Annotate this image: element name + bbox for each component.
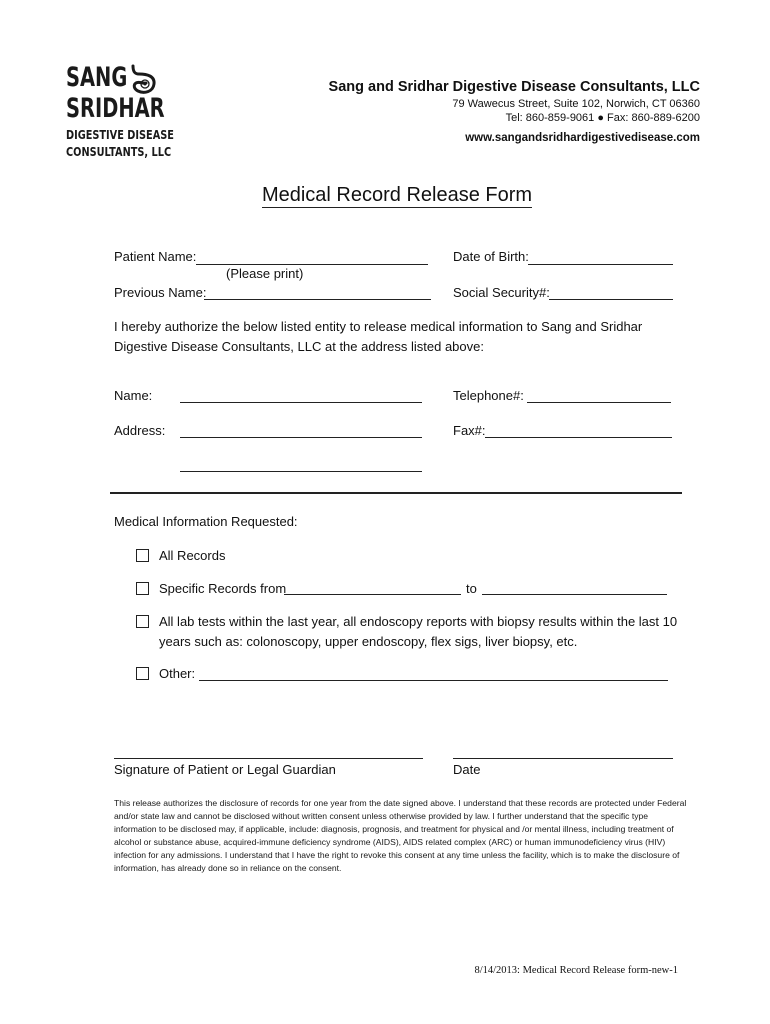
previous-name-label: Previous Name: — [114, 285, 207, 300]
telephone-label: Telephone#: — [453, 388, 524, 403]
company-phone-fax: Tel: 860-859-9061 ● Fax: 860-889-6200 — [505, 112, 700, 124]
legal-disclaimer: This release authorizes the disclosure of records for one year from the date signed above. I understand that these records are protected under Federal and/or state law and cannot be disclosed without written consent unless otherwise provided by law. I further understand that the specific type information to be disclosed may, if applicable, include: diagnosis, prognosis, and treatment for physical and /or mental illness, including treatment of alcohol or substance abuse, acquired-immune deficiency syndrome (AIDS), AIDS related complex (ARC) or human immunodeficiency virus (HIV) infection for any admissions. I understand that I have the right to revoke this consent at any time unless the facility, which is to make the disclosure of information, has already done so in reliance on the consent. — [114, 798, 687, 874]
entity-address-label: Address: — [114, 423, 166, 438]
specific-records-from-field[interactable] — [284, 594, 461, 595]
company-address: 79 Wawecus Street, Suite 102, Norwich, CT 06360 — [452, 98, 700, 110]
form-title: Medical Record Release Form — [261, 184, 533, 206]
signature-label: Signature of Patient or Legal Guardian — [114, 762, 336, 777]
other-label: Other: — [159, 666, 196, 681]
signature-date-field[interactable] — [453, 758, 673, 759]
lab-tests-label-line2: years such as: colonoscopy, upper endoscopy, flex sigs, liver biopsy, etc. — [159, 634, 578, 649]
entity-name-label: Name: — [114, 388, 153, 403]
entity-name-field[interactable] — [180, 402, 422, 403]
section-divider — [110, 492, 682, 494]
other-field[interactable] — [199, 680, 668, 681]
company-website: www.sangandsridhardigestivedisease.com — [465, 132, 700, 144]
other-checkbox[interactable] — [136, 667, 149, 680]
logo-text-digestive: DIGESTIVE DISEASE — [66, 127, 174, 142]
fax-label: Fax#: — [453, 423, 486, 438]
signature-field[interactable] — [114, 758, 423, 759]
dob-field[interactable] — [528, 264, 673, 265]
company-name: Sang and Sridhar Digestive Disease Consultants, LLC — [328, 79, 700, 95]
patient-name-field[interactable] — [196, 264, 428, 265]
specific-records-checkbox[interactable] — [136, 582, 149, 595]
authorization-text: I hereby authorize the below listed entity to release medical information to Sang and Sridhar Digestive Disease Consultants, LLC at the address listed above: — [114, 319, 643, 354]
ssn-field[interactable] — [549, 299, 673, 300]
patient-name-label: Patient Name: — [114, 249, 197, 264]
telephone-field[interactable] — [527, 402, 671, 403]
logo-text-consultants: CONSULTANTS, LLC — [66, 144, 172, 159]
all-records-label: All Records — [159, 548, 226, 563]
previous-name-field[interactable] — [204, 299, 431, 300]
entity-address-field-1[interactable] — [180, 437, 422, 438]
lab-tests-label-line1: All lab tests within the last year, all endoscopy reports with biopsy results within the last 10 — [159, 614, 678, 629]
specific-records-label: Specific Records from — [159, 581, 287, 596]
specific-records-to-field[interactable] — [482, 594, 667, 595]
form-revision-footer: 8/14/2013: Medical Record Release form-new-1 — [474, 965, 678, 976]
logo-text-sridhar: SRIDHAR — [66, 93, 165, 124]
requested-label: Medical Information Requested: — [114, 514, 298, 529]
ssn-label: Social Security#: — [453, 285, 550, 300]
fax-field[interactable] — [485, 437, 672, 438]
entity-address-field-2[interactable] — [180, 471, 422, 472]
stomach-icon — [127, 64, 159, 96]
date-label: Date — [453, 762, 481, 777]
lab-tests-checkbox[interactable] — [136, 615, 149, 628]
logo-text-sang: SANG — [66, 62, 128, 93]
please-print-note: (Please print) — [226, 266, 304, 281]
dob-label: Date of Birth: — [453, 249, 529, 264]
specific-records-to-label: to — [466, 581, 477, 596]
all-records-checkbox[interactable] — [136, 549, 149, 562]
